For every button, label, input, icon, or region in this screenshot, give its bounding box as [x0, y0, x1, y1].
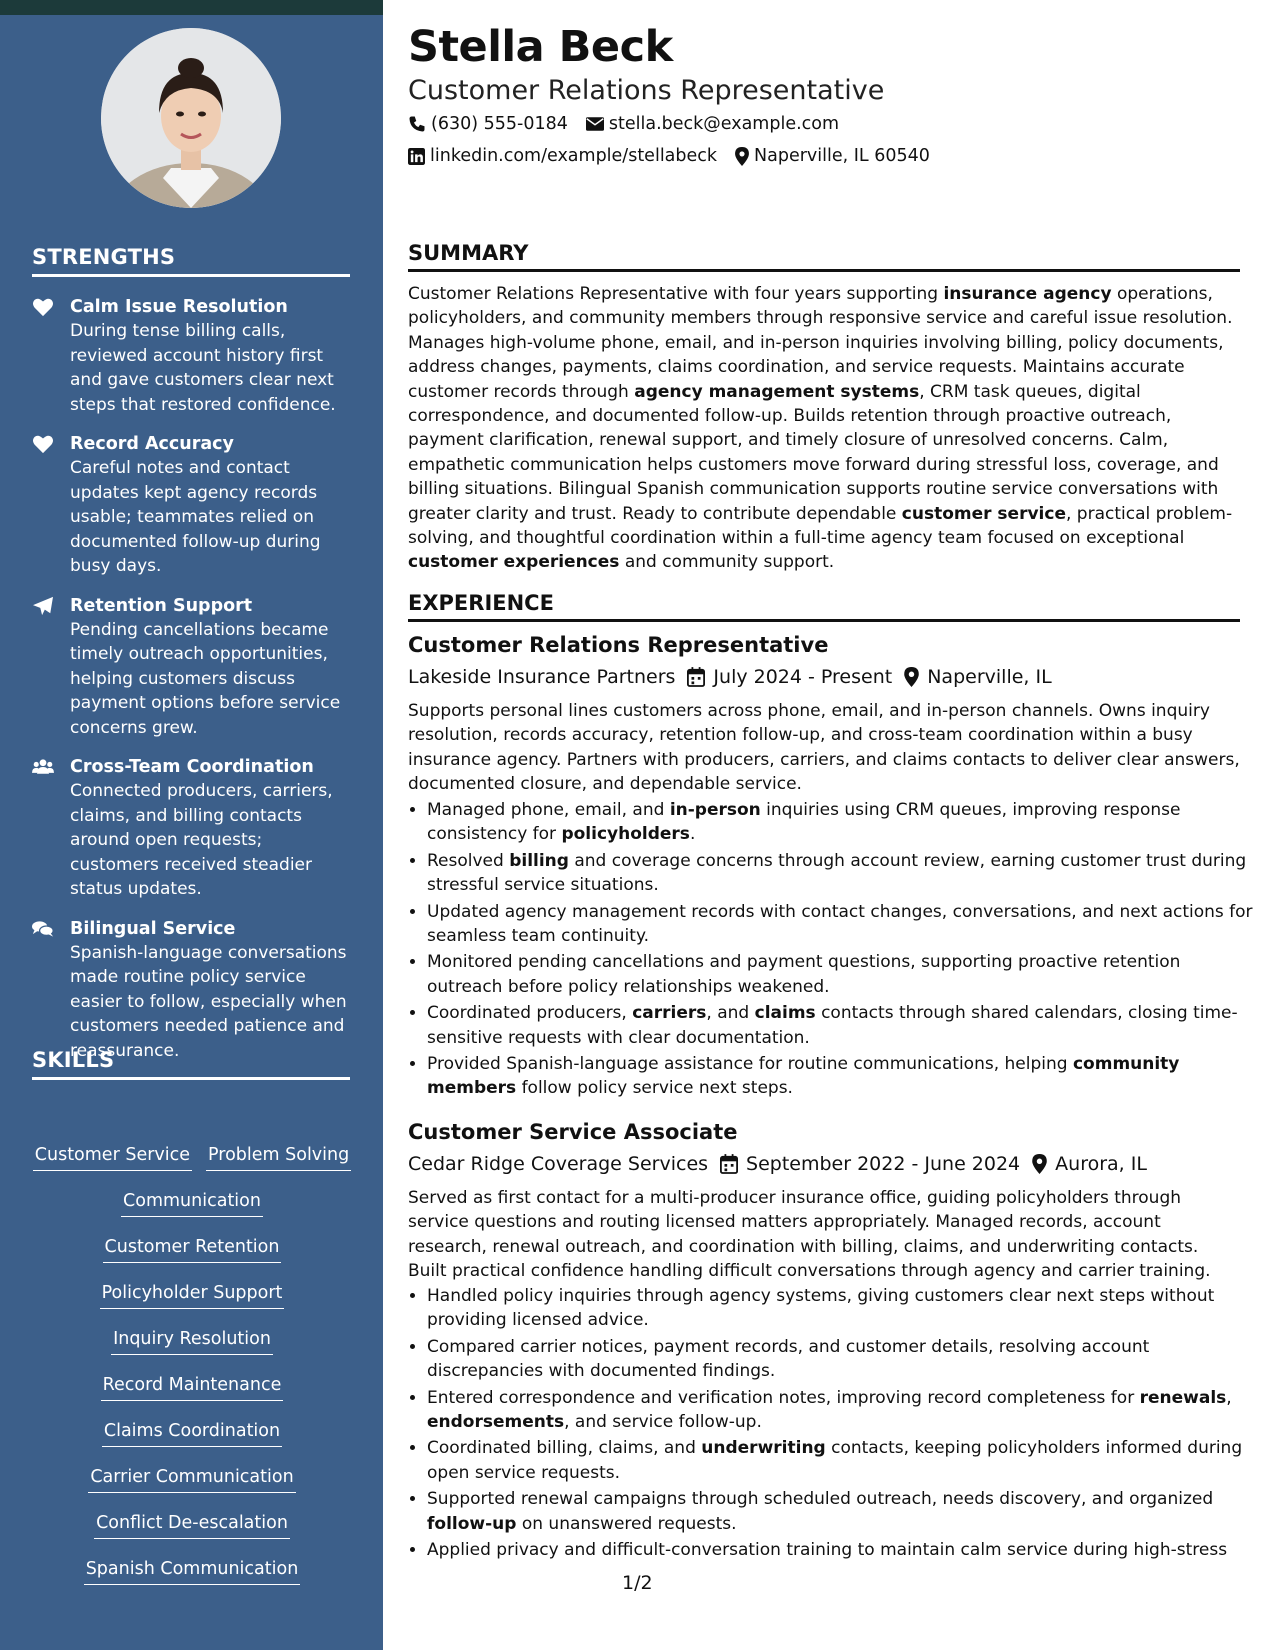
strength-item [32, 432, 352, 579]
text-run: and community support. [619, 552, 835, 573]
skill-tag: Record Maintenance [101, 1373, 284, 1401]
bold-text: policyholders [561, 824, 690, 845]
contact-row-1 [408, 114, 857, 134]
bullet-item [427, 798, 1259, 847]
skill-tag: Customer Service [33, 1143, 192, 1171]
job-location: Naperville, IL [927, 666, 1052, 688]
job-company: Lakeside Insurance Partners [408, 666, 676, 688]
text-run: Monitored pending cancellations and payment questions, supporting proactive retention outreach before policy relationships weakened. [427, 952, 1181, 997]
contact-location [735, 146, 930, 166]
text-run: operations, policyholders, and community members through responsive service and careful issue resolution. Manages high-volume phone, email, and in-person inquiries involving billing, policy documents, address changes, payments, claims coordination, and service requests. Maintains accurate customer records through [408, 284, 1233, 402]
skill-tag: Claims Coordination [102, 1419, 282, 1447]
strength-item [32, 917, 352, 1064]
text-run: Managed phone, email, and [427, 800, 670, 820]
text-run: . [689, 824, 696, 845]
text-run: , practical problem-solving, and thoughtful coordination within a full-time agency team focused on exceptional [408, 503, 1233, 549]
map-pin-icon [904, 667, 919, 687]
text-run: , CRM task queues, digital correspondence, and documented follow-up. Builds retention through proactive outreach, payment clarification, renewal support, and timely closure of unresolved concerns. Calm, empathetic communication helps customers move forward during stressful loss, coverage, and billing situations. Bilingual Spanish communication supports routine service conversations with greater clarity and trust. Ready to contribute dependable [408, 381, 1219, 524]
contact-email [586, 114, 839, 134]
job-dates: September 2022 - June 2024 [746, 1153, 1021, 1175]
text-run: contacts, keeping policyholders informed during open service requests. [427, 1438, 1243, 1483]
text-run: Supported renewal campaigns through scheduled outreach, needs discovery, and organized [427, 1489, 1214, 1510]
strength-title: Calm Issue Resolution [70, 297, 288, 317]
calendar-icon [720, 1154, 738, 1174]
text-run: Coordinated producers, [427, 1003, 633, 1024]
bold-text: underwriting [701, 1438, 826, 1459]
sidebar [0, 15, 383, 1650]
strength-item [32, 594, 352, 741]
chat-bubbles-icon [32, 919, 54, 939]
job-description: Served as first contact for a multi-producer insurance office, guiding policyholders through service questions and routing licensed matters appropriately. Managed records, account research, renewal outreach, and coordination with billing, claims, and underwriting contacts. Built practical confidence handling difficult conversations through agency and carrier training. [408, 1188, 1211, 1282]
job-meta [408, 666, 1052, 688]
candidate-role: Customer Relations Representative [408, 75, 885, 106]
skill-tag: Policyholder Support [100, 1281, 285, 1309]
linkedin-icon [408, 148, 425, 165]
job-bullets [408, 1284, 1259, 1564]
strength-description: During tense billing calls, reviewed account history first and gave customers clear next steps that restored confidence. [70, 321, 336, 415]
bullet-item [427, 1538, 1259, 1562]
job-title: Customer Relations Representative [408, 633, 829, 657]
profile-photo [101, 28, 281, 208]
summary-text [408, 282, 1240, 575]
phone-text: (630) 555-0184 [431, 114, 568, 134]
contact-linkedin [408, 146, 717, 166]
strength-description: Spanish-language conversations made routine policy service easier to follow, especially when customers needed patience and reassurance. [70, 942, 347, 1061]
job-title: Customer Service Associate [408, 1120, 738, 1144]
skills-heading: SKILLS [32, 1048, 350, 1080]
text-run: Provided Spanish-language assistance for routine communications, helping [427, 1054, 1073, 1075]
bullet-item [427, 849, 1259, 898]
skill-tag: Carrier Communication [88, 1465, 295, 1493]
text-run: inquiries using CRM queues, improving response consistency for [427, 800, 1181, 845]
envelope-icon [586, 117, 604, 131]
strength-title: Cross-Team Coordination [70, 757, 314, 777]
location-text: Naperville, IL 60540 [754, 146, 930, 166]
text-run: follow policy service next steps. [516, 1078, 793, 1099]
heart-icon [32, 297, 54, 317]
job-dates: July 2024 - Present [713, 666, 893, 688]
text-run: Coordinated billing, claims, and [427, 1438, 702, 1459]
bullet-item [427, 1386, 1259, 1435]
bold-text: insurance agency [943, 284, 1112, 304]
strengths-list [32, 295, 352, 1078]
bullet-item [427, 1052, 1259, 1101]
skill-tag: Conflict De-escalation [94, 1511, 290, 1539]
job-description: Supports personal lines customers across phone, email, and in-person channels. Owns inquiry resolution, records accuracy, retention follow-up, and cross-team coordination within a busy insurance agency. Partners with producers, carriers, and claims contacts to deliver clear answers, documented closure, and dependable service. [408, 701, 1240, 795]
bold-text: renewals [1139, 1387, 1227, 1408]
job-location: Aurora, IL [1055, 1153, 1147, 1175]
email-text: stella.beck@example.com [608, 114, 840, 134]
bullet-item [427, 1436, 1259, 1485]
map-pin-icon [735, 147, 749, 166]
strength-title: Record Accuracy [70, 434, 234, 454]
page-number: 1/2 [622, 1572, 653, 1594]
bullet-item [427, 950, 1259, 999]
text-run: Customer Relations Representative with four years supporting [408, 284, 944, 304]
strength-item [32, 755, 352, 902]
linkedin-text: linkedin.com/example/stellabeck [430, 146, 718, 166]
strengths-heading: STRENGTHS [32, 245, 350, 277]
text-run: Handled policy inquiries through agency systems, giving customers clear next steps without providing licensed advice. [427, 1286, 1215, 1331]
text-run: and coverage concerns through account review, earning customer trust during stressful service situations. [427, 850, 1247, 896]
contact-row-2 [408, 146, 948, 166]
bullet-item [427, 1001, 1259, 1050]
text-run: Entered correspondence and verification notes, improving record completeness for [427, 1387, 1140, 1408]
bold-text: billing [509, 850, 569, 871]
map-pin-icon [1032, 1154, 1047, 1174]
strength-title: Retention Support [70, 595, 253, 616]
job-bullets [408, 798, 1259, 1103]
heart-icon [32, 434, 54, 454]
strength-title: Bilingual Service [70, 918, 236, 939]
skills-list [22, 1143, 362, 1603]
bold-text: claims [754, 1003, 816, 1024]
bold-text: carriers [632, 1003, 707, 1024]
experience-heading: EXPERIENCE [408, 591, 1240, 622]
strength-description: Pending cancellations became timely outreach opportunities, helping customers discuss payment options before service concerns grew. [70, 619, 341, 738]
text-run: , and [706, 1003, 755, 1024]
skill-tag: Spanish Communication [84, 1557, 301, 1585]
text-run: Compared carrier notices, payment records, and customer details, resolving account discrepancies with documented findings. [427, 1336, 1150, 1382]
bold-text: agency management systems [634, 381, 920, 402]
users-icon [32, 757, 54, 777]
top-accent-bar [0, 0, 383, 15]
bold-text: in-person [669, 800, 761, 820]
text-run: Updated agency management records with contact changes, conversations, and next actions for seamless team continuity. [427, 901, 1253, 947]
bold-text: customer experiences [408, 552, 620, 573]
bold-text: follow-up [427, 1513, 517, 1534]
bullet-item [427, 1487, 1259, 1536]
bold-text: customer service [901, 503, 1066, 524]
strength-description: Connected producers, carriers, claims, and billing contacts around open requests; customers received steadier status updates. [70, 781, 333, 899]
text-run: Resolved [427, 850, 510, 871]
text-run: on unanswered requests. [516, 1513, 737, 1534]
skill-tag: Communication [121, 1189, 263, 1217]
profile-photo-illustration [101, 28, 281, 208]
job-meta [408, 1153, 1147, 1175]
candidate-name: Stella Beck [408, 22, 673, 72]
summary-heading: SUMMARY [408, 241, 1240, 272]
strength-item [32, 295, 352, 417]
phone-icon [408, 115, 426, 133]
text-run: contacts through shared calendars, closing time-sensitive requests with clear documentation. [427, 1003, 1238, 1048]
text-run: , [1226, 1387, 1232, 1408]
paper-plane-icon [32, 596, 54, 616]
bullet-item [427, 900, 1259, 949]
calendar-icon [687, 667, 705, 687]
strength-description: Careful notes and contact updates kept agency records usable; teammates relied on documented follow-up during busy days. [70, 458, 321, 576]
contact-phone [408, 114, 568, 134]
bullet-item [427, 1284, 1259, 1333]
job-company: Cedar Ridge Coverage Services [408, 1153, 709, 1175]
skill-tag: Inquiry Resolution [111, 1327, 273, 1355]
bold-text: endorsements [427, 1412, 565, 1433]
bullet-item [427, 1335, 1259, 1384]
text-run: , and service follow-up. [564, 1412, 762, 1433]
skill-tag: Customer Retention [103, 1235, 282, 1263]
skill-tag: Problem Solving [206, 1143, 351, 1171]
bold-text: community members [427, 1054, 1180, 1099]
text-run: Applied privacy and difficult-conversation training to maintain calm service during high-stress [427, 1540, 1228, 1561]
